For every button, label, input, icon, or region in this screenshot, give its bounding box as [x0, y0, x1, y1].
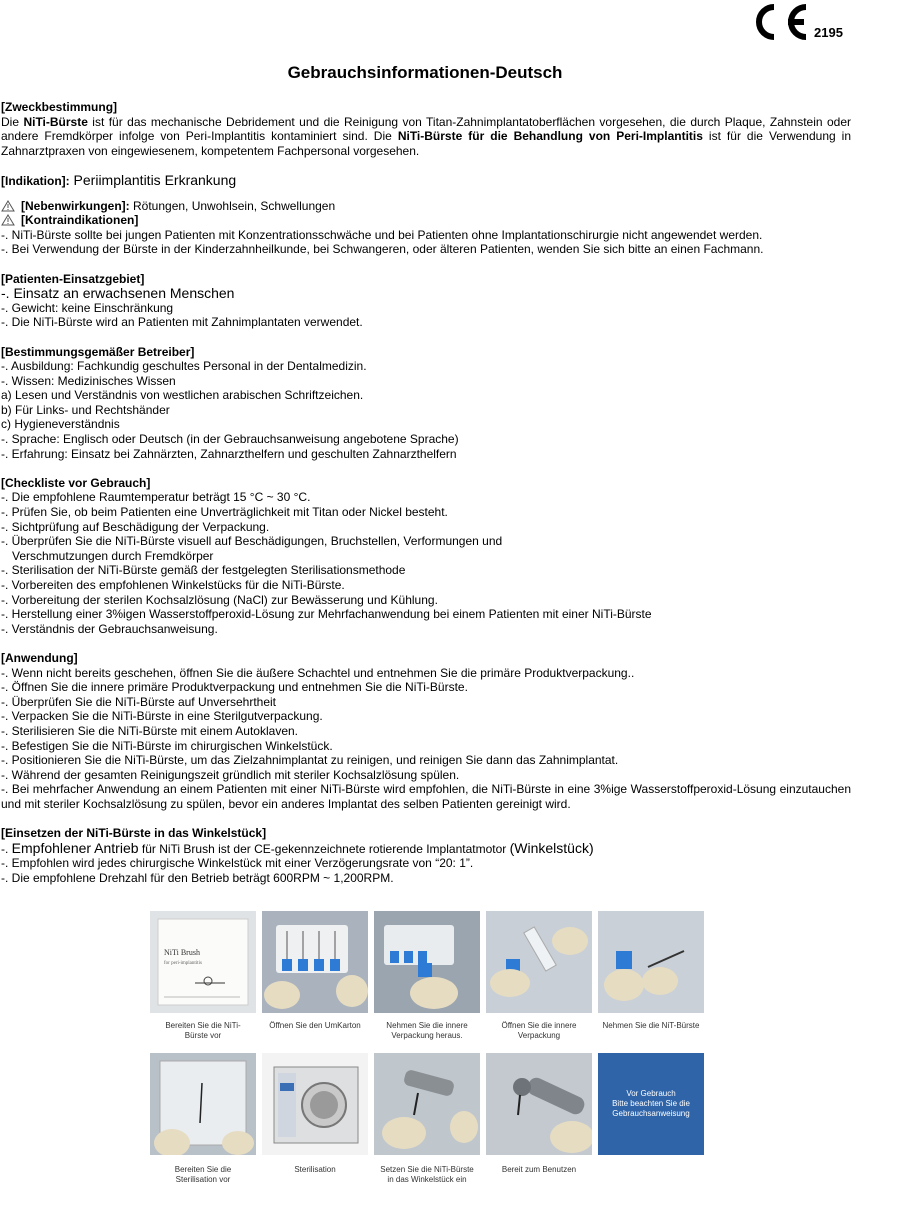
indikation-line: [Indikation]: Periimplantitis Erkrankung [1, 171, 237, 188]
package-subtitle-text: for peri-implantitis [164, 961, 202, 966]
list-item: -. Sterilisieren Sie die NiTi-Bürste mit einem Autoklaven. [1, 723, 298, 738]
list-item: -. Positionieren Sie die NiTi-Bürste, um das Zielzahnimplantat zu reinigen, und reinigen Sie dann das Zahnimplantat. [1, 753, 619, 768]
list-item: c) Hygieneverständnis [1, 417, 120, 432]
list-item: -. Überprüfen Sie die NiTi-Bürste auf Unversehrtheit [1, 694, 277, 709]
zweck-paragraph: Die NiTi-Bürste ist für das mechanische Debridement und die Reinigung von Titan-Zahnimplantatoberflächen vorgesehen, die durch Plaque, Zahnstein oder andere Fremdkörper infolge von Peri-Implantitis kontaminiert sind. Die NiTi-Bürste für die Behandlung von Peri-Implantitis ist für die Verwendung in Zahnarztpraxen von eingewiesenem, kompetentem Fachpersonal vorgesehen. [1, 114, 852, 158]
photo-ready-handpiece [486, 1053, 592, 1155]
photo-take-inner-package [374, 911, 480, 1013]
photo-caption: Setzen Sie die NiTi-Bürste in das Winkelstück ein [380, 1165, 474, 1184]
list-item: a) Lesen und Verständnis von westlichen arabischen Schriftzeichen. [1, 388, 364, 403]
ce-mark-logo [750, 2, 814, 42]
list-item: -. Die empfohlene Drehzahl für den Betrieb beträgt 600RPM ~ 1,200RPM. [1, 870, 394, 885]
package-brand-text: NiTi Brush [164, 948, 200, 957]
photo-take-brush [598, 911, 704, 1013]
list-item: -. Bei mehrfacher Anwendung an einem Patienten mit einer NiTi-Bürste wird empfohlen, die NiTi-Bürste in eine 3%ige Wasserstoffperoxid-Lösung einzutauchen und mit steriler Kochsalzlösung zu spülen, bevor ein anderes Implantat des selben Patienten gereinigt wird. [1, 782, 851, 811]
list-item: -. Die NiTi-Bürste wird an Patienten mit Zahnimplantaten verwendet. [1, 315, 363, 330]
photo-caption: Sterilisation [294, 1165, 336, 1174]
section-heading-betreiber: [Bestimmungsgemäßer Betreiber] [1, 344, 195, 359]
usage-note-box: Vor Gebrauch Bitte beachten Sie die Gebrauchsanweisung [598, 1053, 704, 1155]
notified-body-number: 2195 [814, 25, 843, 40]
list-item: -. Vorbereitung der sterilen Kochsalzlösung (NaCl) zur Bewässerung und Kühlung. [1, 592, 438, 607]
photo-caption: Öffnen Sie den UmKarton [269, 1021, 361, 1030]
section-heading-anwendung: [Anwendung] [1, 650, 78, 665]
list-item: -. Einsatz an erwachsenen Menschen [1, 285, 235, 302]
list-item: -. Wenn nicht bereits geschehen, öffnen Sie die äußere Schachtel und entnehmen Sie die primäre Produktverpackung.. [1, 665, 635, 680]
section-heading-patient: [Patienten-Einsatzgebiet] [1, 271, 145, 286]
section-heading-einsetzen: [Einsetzen der NiTi-Bürste in das Winkelstück] [1, 826, 267, 841]
list-item: -. Gewicht: keine Einschränkung [1, 300, 174, 315]
list-item: -. Empfohlen wird jedes chirurgische Winkelstück mit einer Verzögerungsrate von “20: 1”. [1, 856, 474, 871]
photo-open-box [262, 911, 368, 1013]
list-item: -. Während der gesamten Reinigungszeit gründlich mit steriler Kochsalzlösung spülen. [1, 767, 460, 782]
list-item: -. Empfohlener Antrieb für NiTi Brush ist der CE-gekennzeichnete rotierende Implantatmotor (Winkelstück) [1, 839, 594, 856]
warning-triangle-icon [1, 214, 15, 226]
photo-caption: Bereiten Sie die NiTi- Bürste vor [165, 1021, 241, 1040]
list-item: -. Sprache: Englisch oder Deutsch (in der Gebrauchsanweisung angebotene Sprache) [1, 432, 459, 447]
section-heading-checkliste: [Checkliste vor Gebrauch] [1, 475, 151, 490]
list-item: -. Verpacken Sie die NiTi-Bürste in eine Sterilgutverpackung. [1, 709, 323, 724]
photo-insert-brush [374, 1053, 480, 1155]
nebenwirkungen-line: [Nebenwirkungen]: Rötungen, Unwohlsein, Schwellungen [1, 199, 851, 214]
photo-sterilization-pouch [150, 1053, 256, 1155]
list-item: -. Sterilisation der NiTi-Bürste gemäß der festgelegten Sterilisationsmethode [1, 563, 406, 578]
list-item: b) Für Links- und Rechtshänder [1, 402, 170, 417]
section-heading-zweck: [Zweckbestimmung] [1, 100, 118, 114]
photo-caption: Öffnen Sie die innere Verpackung [501, 1021, 577, 1040]
list-item: -. Ausbildung: Fachkundig geschultes Personal in der Dentalmedizin. [1, 359, 367, 374]
instruction-photo-grid [150, 911, 710, 1201]
photo-open-inner-package [486, 911, 592, 1013]
list-item: -. Erfahrung: Einsatz bei Zahnärzten, Zahnarzthelfern und geschulten Zahnarzthelfern [1, 446, 457, 461]
list-item: -. Überprüfen Sie die NiTi-Bürste visuell auf Beschädigungen, Bruchstellen, Verformungen und [1, 534, 503, 549]
list-item: -. Verständnis der Gebrauchsanweisung. [1, 621, 218, 636]
page-title: Gebrauchsinformationen-Deutsch [287, 63, 563, 82]
list-item: -. Bei Verwendung der Bürste in der Kinderzahnheilkunde, bei Schwangeren, oder älteren Patienten, wenden Sie sich bitte an einen Fachmann. [1, 242, 764, 257]
list-item: -. Wissen: Medizinisches Wissen [1, 373, 176, 388]
photo-caption: Bereit zum Benutzen [501, 1165, 577, 1174]
document-body [1, 100, 851, 885]
photo-package-card [150, 911, 256, 1013]
list-item: -. Herstellung einer 3%igen Wasserstoffperoxid-Lösung zur Mehrfachanwendung bei einem Patienten mit einer NiTi-Bürste [1, 607, 652, 622]
list-item: -. Befestigen Sie die NiTi-Bürste im chirurgischen Winkelstück. [1, 738, 333, 753]
list-item: -. Die empfohlene Raumtemperatur beträgt 15 °C ~ 30 °C. [1, 490, 311, 505]
list-item: -. Sichtprüfung auf Beschädigung der Verpackung. [1, 519, 270, 534]
photo-caption: Nehmen Sie die innere Verpackung heraus. [386, 1021, 468, 1040]
warning-triangle-icon [1, 200, 15, 212]
photo-caption: Nehmen Sie die NiT-Bürste [602, 1021, 700, 1030]
list-item: -. Prüfen Sie, ob beim Patienten eine Unverträglichkeit mit Titan oder Nickel besteht. [1, 505, 448, 520]
list-item: -. Öffnen Sie die innere primäre Produktverpackung und entnehmen Sie die NiTi-Bürste. [1, 680, 468, 695]
kontraindikationen-heading: [Kontraindikationen] [1, 213, 851, 228]
list-item-continuation: Verschmutzungen durch Fremdkörper [12, 548, 214, 563]
photo-caption: Bereiten Sie die Sterilisation vor [174, 1165, 232, 1184]
list-item: -. Vorbereiten des empfohlenen Winkelstücks für die NiTi-Bürste. [1, 578, 345, 592]
list-item: -. NiTi-Bürste sollte bei jungen Patienten mit Konzentrationsschwäche und bei Patienten ohne Implantationschirurgie nicht angewendet werden. [1, 227, 763, 242]
photo-autoclave [262, 1053, 368, 1155]
